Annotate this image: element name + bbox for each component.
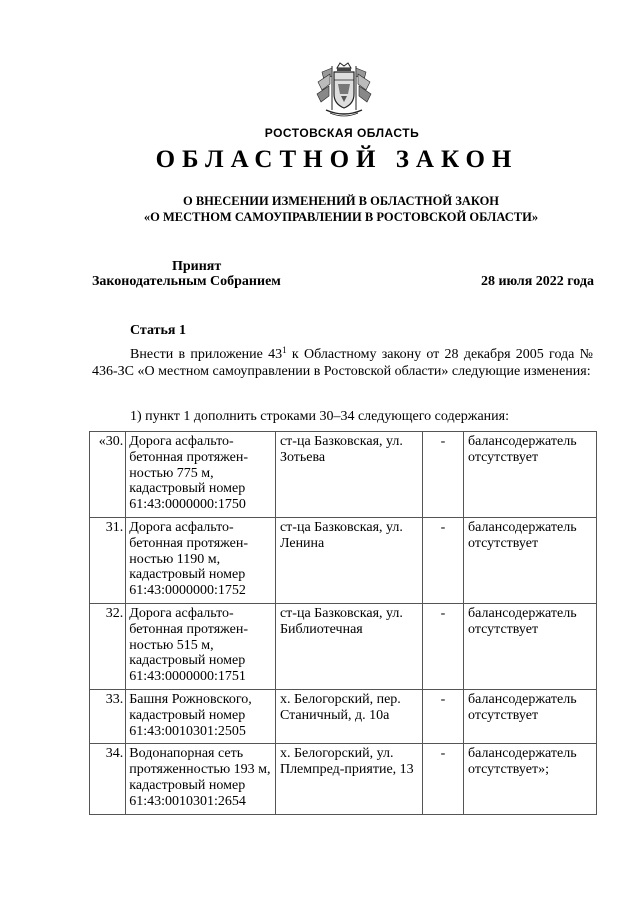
intro-text-start: Внести в приложение 43 xyxy=(130,347,283,362)
object-address-cell: ст-ца Базковская, ул. Библиотечная xyxy=(275,603,422,689)
document-subtitle-line2: «О МЕСТНОМ САМОУПРАВЛЕНИИ В РОСТОВСКОЙ ОБЛАСТИ» xyxy=(143,210,539,224)
balance-holder-cell: балансодержатель отсутствует xyxy=(464,517,597,603)
object-address-cell: ст-ца Базковская, ул. Ленина xyxy=(275,517,422,603)
empty-marker-cell: - xyxy=(422,517,463,603)
amendment-item-1: 1) пункт 1 дополнить строками 30–34 следующего содержания: xyxy=(130,409,509,424)
object-description-cell: Дорога асфальто-бетонная протяжен-ностью 1190 м, кадастровый номер 61:43:0000000:1752 xyxy=(126,517,276,603)
row-number-cell: 33. xyxy=(90,689,126,743)
appendix-superscript: 1 xyxy=(282,345,287,355)
object-address-cell: х. Белогорский, ул. Племпред-приятие, 13 xyxy=(275,744,422,814)
intro-text-end: к Областному закону от 28 декабря 2005 года № 436-ЗС «О местном самоуправлении в Ростовской области» следующие изменения: xyxy=(92,347,593,379)
article-intro-paragraph xyxy=(92,347,593,380)
balance-holder-cell: балансодержатель отсутствует xyxy=(464,603,597,689)
document-subtitle-line1: О ВНЕСЕНИИ ИЗМЕНЕНИЙ В ОБЛАСТНОЙ ЗАКОН xyxy=(182,194,500,208)
rostov-oblast-coat-of-arms-icon xyxy=(312,60,376,120)
object-description-cell: Дорога асфальто-бетонная протяжен-ностью 775 м, кадастровый номер 61:43:0000000:1750 xyxy=(126,432,276,518)
table-row xyxy=(90,603,597,689)
balance-holder-cell: балансодержатель отсутствует»; xyxy=(464,744,597,814)
row-number-cell: «30. xyxy=(90,432,126,518)
adoption-date: 28 июля 2022 года xyxy=(480,274,594,289)
object-description-cell: Водонапорная сеть протяженностью 193 м, кадастровый номер 61:43:0010301:2654 xyxy=(126,744,276,814)
row-number-cell: 32. xyxy=(90,603,126,689)
row-number-cell: 31. xyxy=(90,517,126,603)
adopted-by: Законодательным Собранием xyxy=(92,274,281,289)
object-address-cell: х. Белогорский, пер. Станичный, д. 10а xyxy=(275,689,422,743)
document-type-title: ОБЛАСТНОЙ ЗАКОН xyxy=(155,146,519,173)
balance-holder-cell: балансодержатель отсутствует xyxy=(464,689,597,743)
article-title: Статья 1 xyxy=(130,323,186,338)
empty-marker-cell: - xyxy=(422,689,463,743)
region-name: РОСТОВСКАЯ ОБЛАСТЬ xyxy=(264,126,420,140)
object-description-cell: Башня Рожновского, кадастровый номер 61:43:0010301:2505 xyxy=(126,689,276,743)
property-schedule-table xyxy=(89,431,597,815)
table-row xyxy=(90,432,597,518)
balance-holder-cell: балансодержатель отсутствует xyxy=(464,432,597,518)
empty-marker-cell: - xyxy=(422,744,463,814)
adopted-label: Принят xyxy=(172,259,222,274)
table-row xyxy=(90,517,597,603)
empty-marker-cell: - xyxy=(422,432,463,518)
object-description-cell: Дорога асфальто-бетонная протяжен-ностью 515 м, кадастровый номер 61:43:0000000:1751 xyxy=(126,603,276,689)
table-row xyxy=(90,744,597,814)
row-number-cell: 34. xyxy=(90,744,126,814)
object-address-cell: ст-ца Базковская, ул. Зотьева xyxy=(275,432,422,518)
empty-marker-cell: - xyxy=(422,603,463,689)
table-row xyxy=(90,689,597,743)
property-schedule-body xyxy=(90,432,597,815)
